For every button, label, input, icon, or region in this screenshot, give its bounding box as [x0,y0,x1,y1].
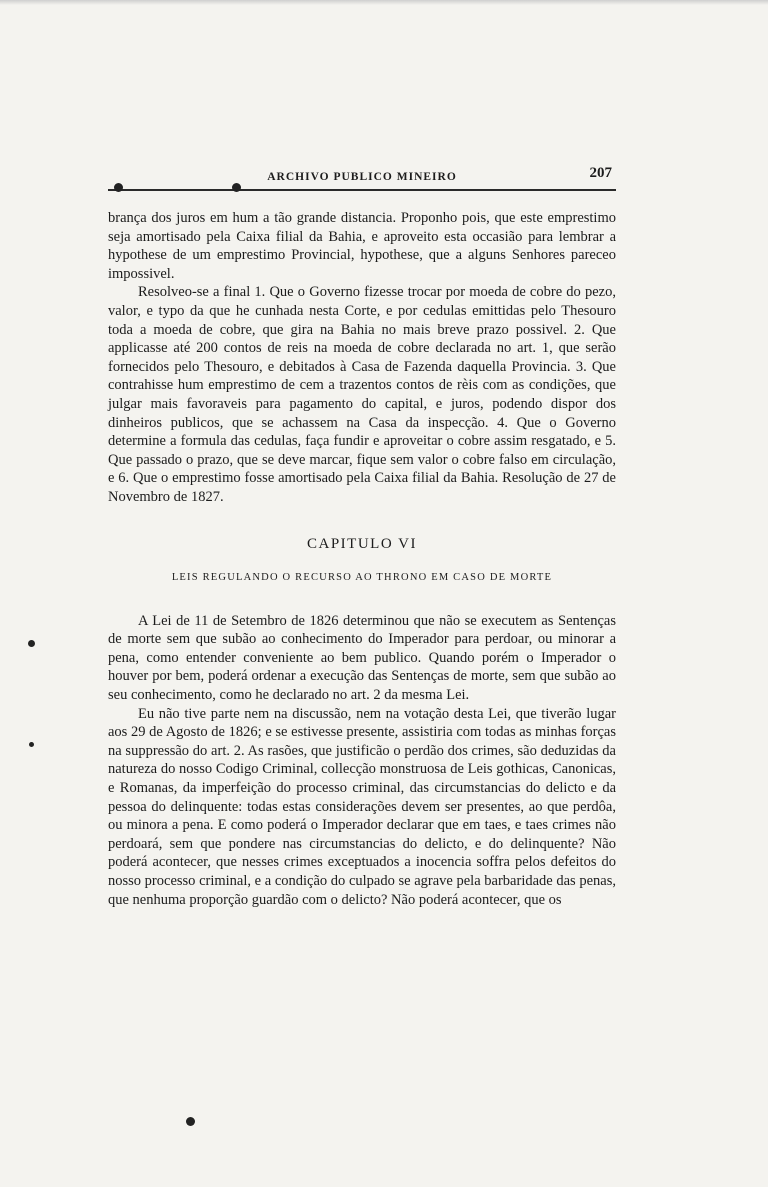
chapter-subtitle: LEIS REGULANDO O RECURSO AO THRONO EM CASO DE MORTE [171,572,553,584]
header-rule-ornament-right [232,183,241,192]
chapter-title: CAPITULO VI [307,535,417,552]
margin-mark [29,742,34,747]
paragraph-opinion: Eu não tive parte nem na discussão, nem na votação desta Lei, que tiverão lugar aos 29 de Agosto de 1826; e se estivesse presente, assistiria com todas as minhas forças na suppressão do art. 2. As rasões, que justificão o perdão dos crimes, são deduzidas da natureza do nosso Codigo Criminal, collecção monstruosa de Leis gothicas, Canonicas, e Romanas, da imperfeição do processo criminal, das circumstancias do delicto e da pessoa do delinquente: todas estas considerações devem ser presentes, ao que perdôa, ou minora a pena. E como poderá o Imperador declarar que em taes, e taes crimes não perdoará, sem que pondere nas circumstancias do delicto, e do delinquente? Não poderá acontecer, que nesses crimes exceptuados a inocencia soffra pelos defeitos do nosso processo criminal, e a condição do culpado se agrave pela barbaridade das penas, que nenhuma proporção guardão com o delicto? Não poderá acontecer, que os [108,705,616,908]
paragraph-continued: brança dos juros em hum a tão grande distancia. Proponho pois, que este emprestimo seja amortisado pela Caixa filial da Bahia, e aproveito esta occasião para lembrar a hypothese de um emprestimo Provincial, hypothese, que a alguns Senhores pareceo impossivel. [108,210,616,282]
page-number: 207 [589,165,612,181]
page-body [108,209,616,909]
header-rule-ornament-left [114,183,123,192]
margin-mark [28,640,35,647]
running-title: ARCHIVO PUBLICO MINEIRO [267,171,457,183]
scan-edge [0,0,768,5]
header-rule [108,189,616,191]
ink-spot [186,1117,195,1126]
paragraph-law: A Lei de 11 de Setembro de 1826 determinou que não se executem as Sentenças de morte sem que subão ao conhecimento do Imperador para perdoar, ou minorar a pena, como entender conveniente ao bem publico. Quando porém o Imperador o houver por bem, poderá ordenar a execução das Sentenças de morte, sem que subão ao seu conhecimento, como he declarado no art. 2 da mesma Lei. [108,612,616,704]
paragraph-resolution: Resolveo-se a final 1. Que o Governo fizesse trocar por moeda de cobre do pezo, valor, e typo da que he cunhada nesta Corte, e por cedulas emittidas pelo Thesouro toda a moeda de cobre, que gira na Bahia no mais breve prazo possivel. 2. Que applicasse até 200 contos de reis na moeda de cobre declarada no art. 1, que serão fornecidos pelo Thesouro, e debitados à Casa de Fazenda daquella Provincia. 3. Que contrahisse hum emprestimo de cem a trazentos contos de rèis com as condições, que julgar mais favoraveis para pagamento do capital, e juros, podendo dispor dos dinheiros publicos, que se achassem na Casa da inspecção. 4. Que o Governo determine a formula das cedulas, faça fundir e aproveitar o cobre assim resgatado, e 5. Que passado o prazo, que se deve marcar, fique sem valor o cobre falso em circulação, e 6. Que o emprestimo fosse amortisado pela Caixa filial da Bahia. Resolução de 27 de Novembro de 1827. [108,284,616,505]
page-header [108,165,616,189]
